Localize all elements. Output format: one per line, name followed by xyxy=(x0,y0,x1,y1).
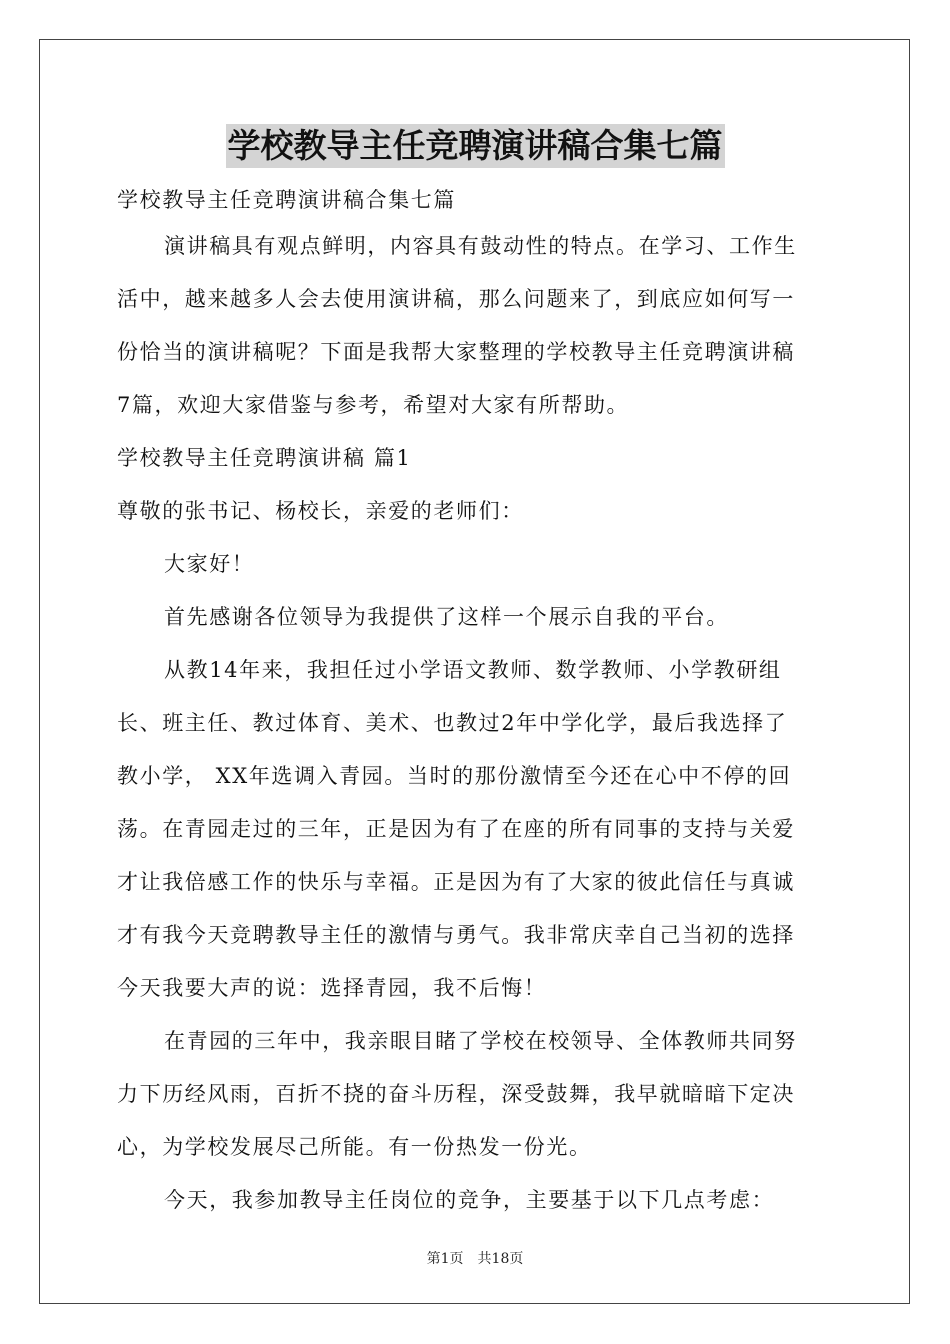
three-years-line-2: 力下历经风雨，百折不挠的奋斗历程，深受鼓舞，我早就暗暗下定决 xyxy=(117,1082,795,1106)
para-today: 今天，我参加教导主任岗位的竞争，主要基于以下几点考虑： xyxy=(164,1188,775,1212)
intro-line-1: 演讲稿具有观点鲜明，内容具有鼓动性的特点。在学习、工作生 xyxy=(164,234,797,258)
salutation: 尊敬的张书记、杨校长，亲爱的老师们： xyxy=(117,499,524,523)
experience-line-4: 荡。在青园走过的三年，正是因为有了在座的所有同事的支持与关爱 xyxy=(117,817,795,841)
document-title: 学校教导主任竞聘演讲稿合集七篇 xyxy=(226,124,725,168)
page-number: 第1页 xyxy=(426,1251,464,1267)
experience-line-5: 才让我倍感工作的快乐与幸福。正是因为有了大家的彼此信任与真诚 xyxy=(117,870,795,894)
para-thanks: 首先感谢各位领导为我提供了这样一个展示自我的平台。 xyxy=(164,605,729,629)
section-heading: 学校教导主任竞聘演讲稿 篇1 xyxy=(117,446,412,470)
intro-line-2: 活中，越来越多人会去使用演讲稿，那么问题来了，到底应如何写一 xyxy=(117,287,795,311)
experience-line-3: 教小学， XX年选调入青园。当时的那份激情至今还在心中不停的回 xyxy=(117,764,792,788)
experience-line-7: 今天我要大声的说：选择青园，我不后悔！ xyxy=(117,976,547,1000)
subtitle: 学校教导主任竞聘演讲稿合集七篇 xyxy=(117,188,456,212)
three-years-line-1: 在青园的三年中，我亲眼目睹了学校在校领导、全体教师共同努 xyxy=(164,1029,797,1053)
experience-line-2: 长、班主任、教过体育、美术、也教过2年中学化学，最后我选择了 xyxy=(117,711,788,735)
document-body xyxy=(117,180,835,1227)
experience-line-6: 才有我今天竞聘教导主任的激情与勇气。我非常庆幸自己当初的选择 xyxy=(117,923,795,947)
experience-line-1: 从教14年来，我担任过小学语文教师、数学教师、小学教研组 xyxy=(164,658,782,682)
title-container xyxy=(0,124,950,168)
three-years-line-3: 心，为学校发展尽己所能。有一份热发一份光。 xyxy=(117,1135,592,1159)
greeting: 大家好！ xyxy=(164,552,255,576)
page-total: 共18页 xyxy=(477,1251,524,1267)
intro-line-4: 7篇，欢迎大家借鉴与参考，希望对大家有所帮助。 xyxy=(117,393,630,417)
intro-line-3: 份恰当的演讲稿呢？下面是我帮大家整理的学校教导主任竞聘演讲稿 xyxy=(117,340,795,364)
page-footer xyxy=(0,1248,950,1268)
